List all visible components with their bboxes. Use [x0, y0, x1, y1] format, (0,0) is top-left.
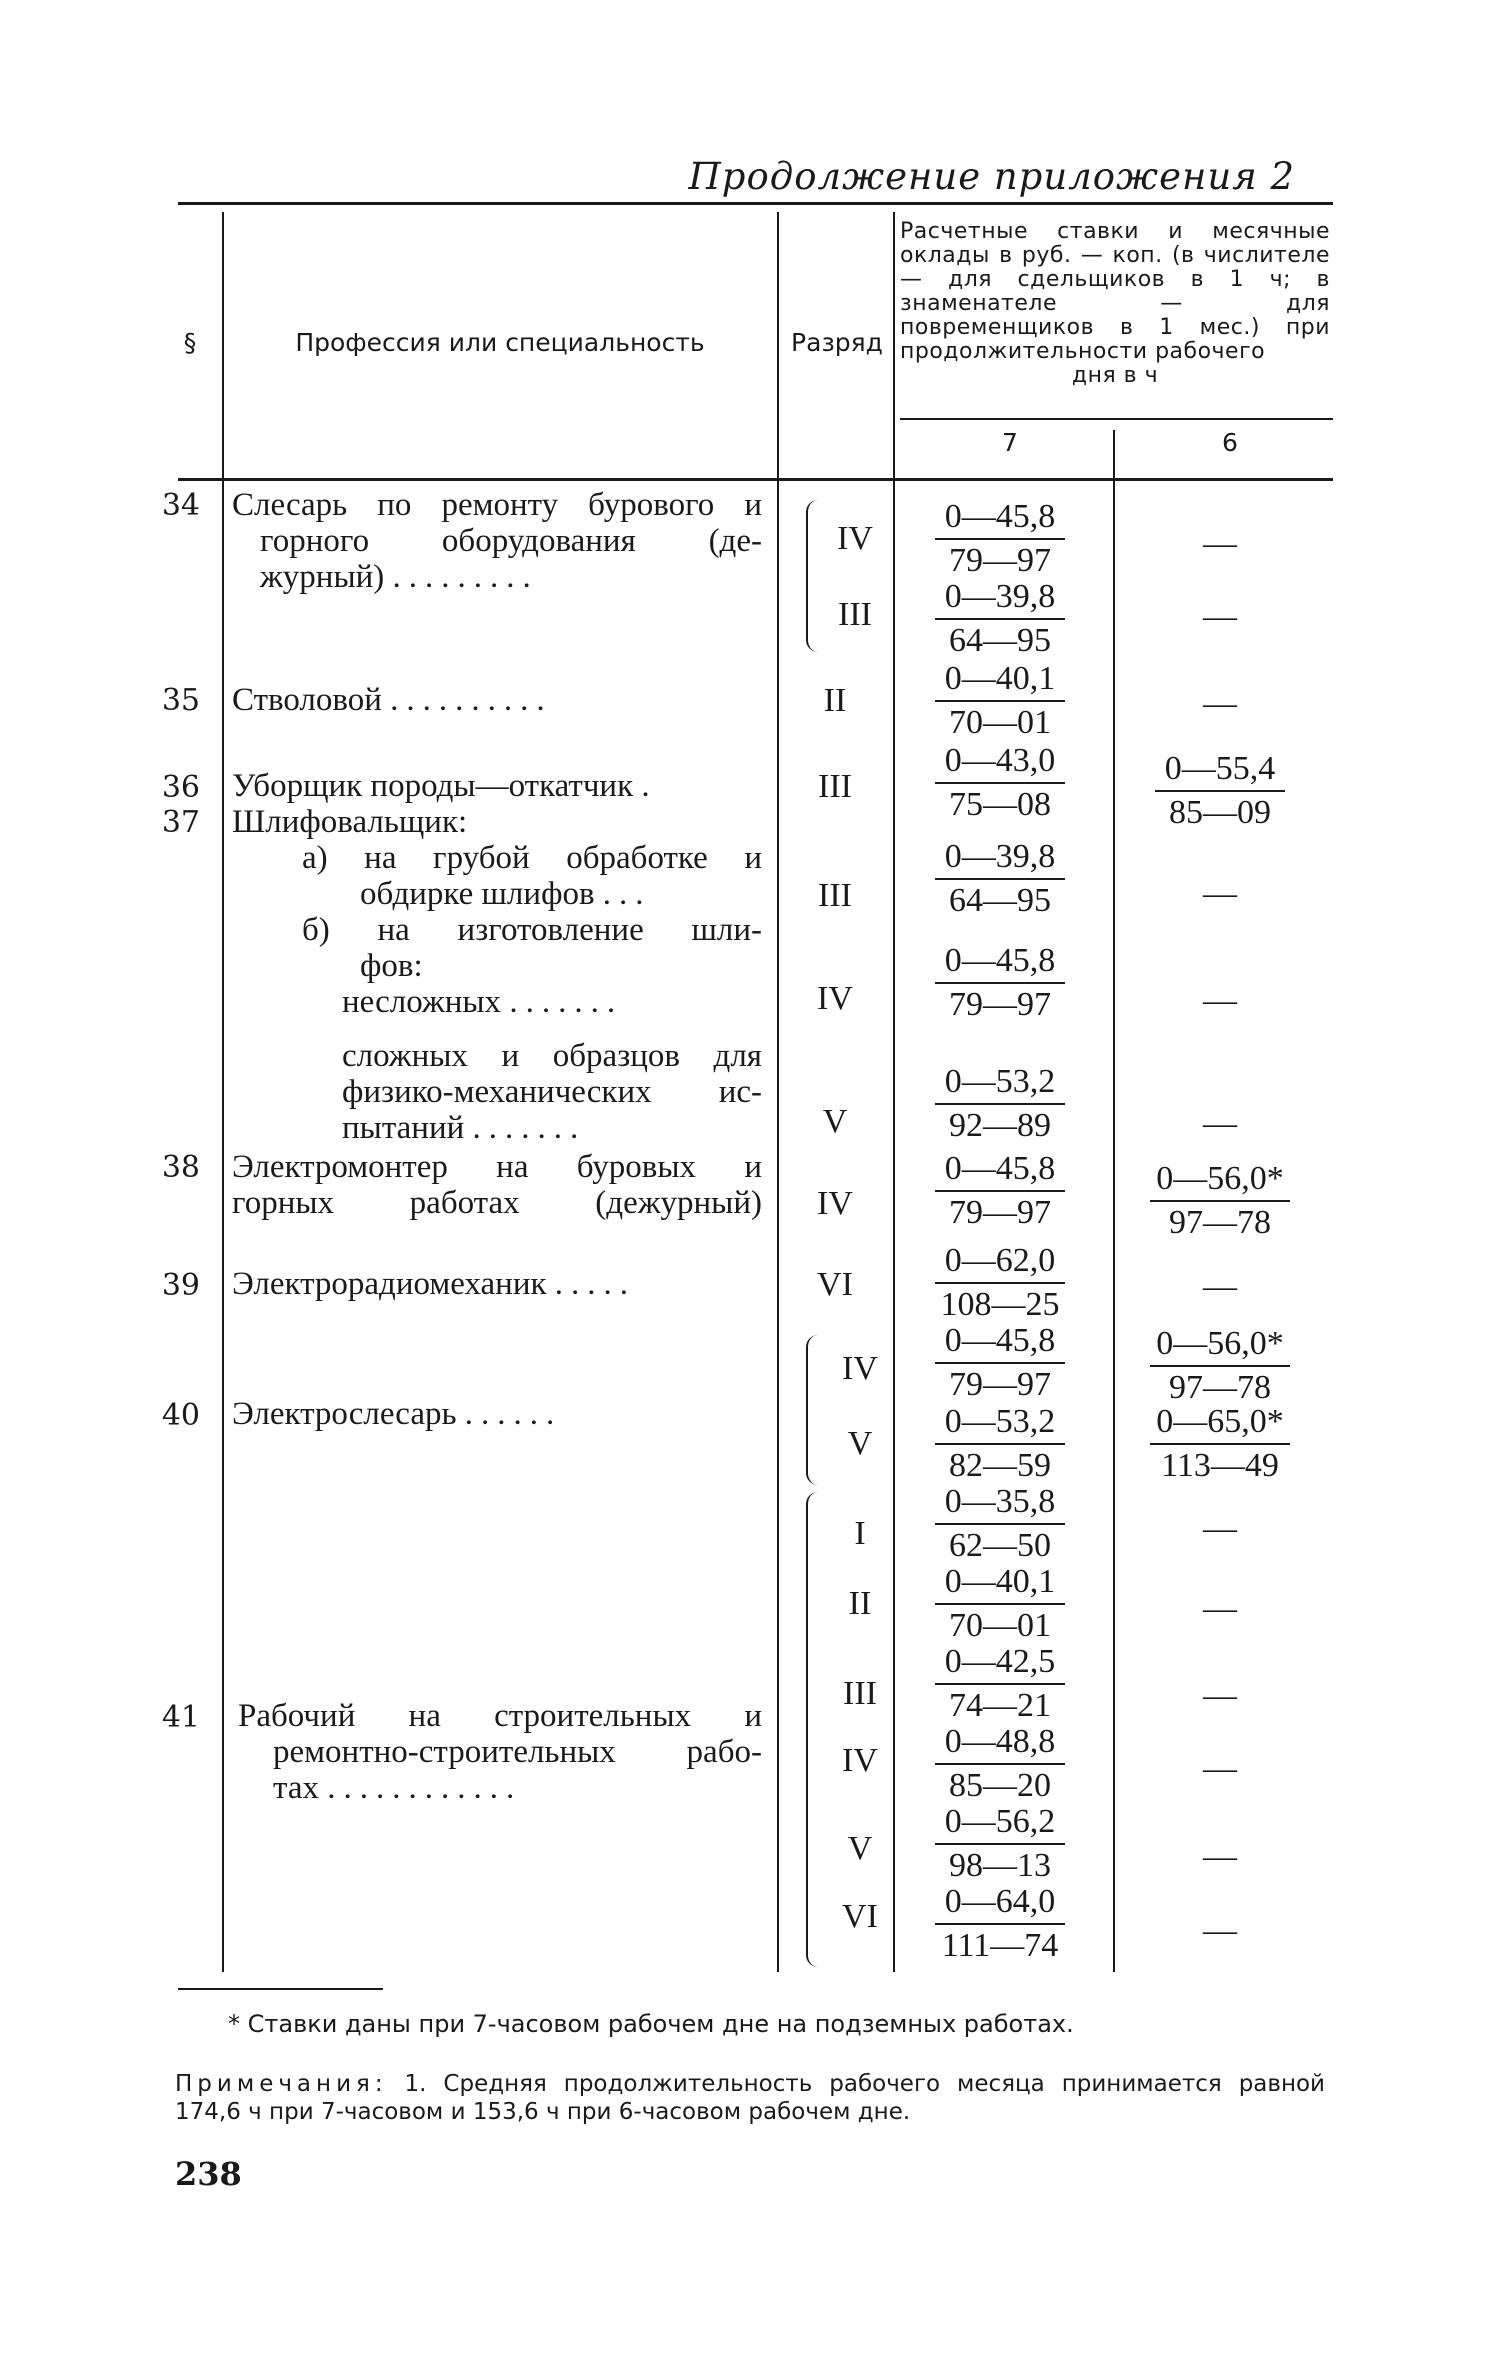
row-41-dash-6: — — [1203, 1912, 1237, 1949]
row-36-rate-col6: $\frac{0—55,4}{85—09}$ — [1155, 750, 1285, 832]
row-34-line-1: Слесарь по ремонту бурового и — [232, 487, 762, 523]
row-41-grade-4: IV — [842, 1742, 878, 1779]
row-38-line-1: Электромонтер на буровых и — [232, 1149, 762, 1185]
row-41-dash-4: — — [1203, 1750, 1237, 1787]
row-41-dash-1: — — [1203, 1510, 1237, 1547]
notes — [175, 2070, 1325, 2126]
row-37-a-dash: — — [1203, 875, 1237, 912]
row-41-rate-1: $\frac{0—35,8}{62—50}$ — [935, 1483, 1065, 1565]
row-36-line-1: Уборщик породы—откатчик . — [232, 768, 658, 804]
row-38-rate: $\frac{0—45,8}{79—97}$ — [935, 1150, 1065, 1232]
row-41-line-2: ремонтно-строительных рабо- — [273, 1734, 762, 1770]
header-rates — [900, 220, 1330, 388]
row-35-line-1: Стволовой .......... — [232, 682, 553, 718]
row-37-b-line-3: несложных ....... — [342, 984, 624, 1020]
row-34-grade-2: III — [838, 596, 872, 633]
continuation-heading: Продолжение приложения 2 — [688, 155, 1295, 198]
footnote-rule — [178, 1988, 383, 1990]
row-40-grade-1: IV — [842, 1350, 878, 1387]
row-37-line-1: Шлифовальщик: — [232, 804, 468, 840]
row-38-rate-col6: $\frac{0—56,0*}{97—78}$ — [1150, 1160, 1290, 1242]
row-41-rate-6: $\frac{0—64,0}{111—74}$ — [935, 1883, 1065, 1965]
row-34-line-2: горного оборудования (де- — [260, 523, 762, 559]
row-41-number: 41 — [161, 1700, 200, 1735]
row-37-c-dash: — — [1203, 1105, 1237, 1142]
row-40-rate-col6-2: $\frac{0—65,0*}{113—49}$ — [1150, 1403, 1290, 1485]
row-35-grade: II — [823, 682, 847, 719]
row-34-rate-1: $\frac{0—45,8}{79—97}$ — [935, 498, 1065, 580]
row-35-dash: — — [1203, 685, 1237, 722]
subheader-rule — [900, 418, 1333, 420]
header-rates-text: Расчетные ставки и месячные оклады в руб. — коп. (в числителе — для сдельщиков в 1 ч; в знаменателе — для повременщиков в 1 мес.) при продолжительности рабочего — [900, 219, 1330, 364]
header-bottom-rule — [178, 478, 1333, 481]
col-line-1 — [222, 212, 224, 1972]
row-35-rate: $\frac{0—40,1}{70—01}$ — [935, 660, 1065, 742]
row-34-grade-1: IV — [837, 520, 873, 557]
row-34-profession — [232, 487, 762, 595]
row-37-a-rate: $\frac{0—39,8}{64—95}$ — [935, 838, 1065, 920]
row-40-rate-2: $\frac{0—53,2}{82—59}$ — [935, 1403, 1065, 1485]
row-34-number: 34 — [161, 488, 200, 523]
row-37-c-rate: $\frac{0—53,2}{92—89}$ — [935, 1063, 1065, 1145]
row-41-rate-4: $\frac{0—48,8}{85—20}$ — [935, 1723, 1065, 1805]
notes-text: 1. Средняя продолжительность рабочего месяца принимается равной 174,6 ч при 7-часовом и 153,6 ч при 6-часовом рабочем дне. — [175, 2071, 1325, 2125]
row-40-number: 40 — [161, 1398, 200, 1433]
row-40-grade-2: V — [847, 1425, 873, 1462]
col-line-3 — [893, 212, 895, 1972]
row-34-line-3: журный) ......... — [260, 559, 539, 595]
row-41-brace — [806, 1492, 822, 1967]
row-36-number: 36 — [161, 770, 200, 805]
row-34-dash-1: — — [1203, 525, 1237, 562]
row-39-grade: VI — [817, 1266, 853, 1303]
row-41-grade-2: II — [848, 1585, 872, 1622]
row-41-line-3: тах ............ — [273, 1770, 523, 1806]
row-41-grade-6: VI — [842, 1898, 878, 1935]
header-rates-last: дня в ч — [1071, 363, 1159, 388]
row-37-profession — [232, 804, 762, 1146]
header-col7: 7 — [1002, 428, 1018, 457]
row-38-number: 38 — [161, 1150, 200, 1185]
page-number: 238 — [175, 2155, 242, 2193]
header-section: § — [183, 328, 197, 357]
row-39-number: 39 — [161, 1268, 200, 1303]
row-40-profession — [232, 1396, 762, 1432]
row-41-grade-1: I — [854, 1515, 866, 1552]
top-rule — [178, 202, 1333, 205]
row-41-grade-5: V — [847, 1830, 873, 1867]
row-37-b-line-1: б) на изготовление шли- — [302, 912, 762, 948]
row-41-rate-2: $\frac{0—40,1}{70—01}$ — [935, 1563, 1065, 1645]
row-41-grade-3: III — [843, 1675, 877, 1712]
row-40-rate-1: $\frac{0—45,8}{79—97}$ — [935, 1322, 1065, 1404]
header-grade: Разряд — [791, 328, 883, 357]
row-40-line-1: Электрослесарь ...... — [232, 1396, 563, 1432]
row-38-grade: IV — [817, 1185, 853, 1222]
row-37-a-grade: III — [818, 877, 852, 914]
row-37-c-line-3: пытаний ....... — [342, 1110, 587, 1146]
row-41-dash-3: — — [1203, 1677, 1237, 1714]
row-40-brace — [806, 1335, 822, 1485]
row-37-b-grade: IV — [817, 980, 853, 1017]
row-39-rate: $\frac{0—62,0}{108—25}$ — [935, 1242, 1065, 1324]
row-36-rate: $\frac{0—43,0}{75—08}$ — [935, 742, 1065, 824]
row-41-dash-2: — — [1203, 1590, 1237, 1627]
row-35-number: 35 — [161, 683, 200, 718]
col-line-4 — [1113, 430, 1115, 1972]
row-36-profession — [232, 768, 762, 804]
row-38-profession — [232, 1149, 762, 1221]
row-37-number: 37 — [161, 805, 200, 840]
footnote: * Ставки даны при 7-часовом рабочем дне на подземных работах. — [228, 2010, 1074, 2038]
row-41-dash-5: — — [1203, 1838, 1237, 1875]
row-34-rate-2: $\frac{0—39,8}{64—95}$ — [935, 578, 1065, 660]
notes-label: Примечания: — [175, 2071, 388, 2097]
row-37-b-line-2: фов: — [360, 948, 423, 984]
row-41-rate-5: $\frac{0—56,2}{98—13}$ — [935, 1803, 1065, 1885]
row-34-dash-2: — — [1203, 598, 1237, 635]
row-37-a-line-2: обдирке шлифов ... — [360, 876, 652, 912]
row-36-grade: III — [818, 768, 852, 805]
row-39-profession — [232, 1266, 762, 1302]
row-35-profession — [232, 682, 762, 718]
row-41-profession — [238, 1698, 762, 1806]
row-38-line-2: горных работах (дежурный) — [232, 1185, 762, 1221]
row-37-a-line-1: а) на грубой обработке и — [302, 840, 762, 876]
row-37-b-dash: — — [1203, 982, 1237, 1019]
row-41-rate-3: $\frac{0—42,5}{74—21}$ — [935, 1643, 1065, 1725]
row-39-dash: — — [1203, 1268, 1237, 1305]
row-37-b-rate: $\frac{0—45,8}{79—97}$ — [935, 942, 1065, 1024]
row-41-line-1: Рабочий на строительных и — [238, 1698, 762, 1734]
row-37-c-grade: V — [822, 1103, 848, 1140]
header-profession: Профессия или специальность — [295, 328, 705, 357]
col-line-2 — [777, 212, 779, 1972]
row-37-c-line-1: сложных и образцов для — [342, 1038, 762, 1074]
row-34-brace — [806, 500, 822, 652]
row-39-line-1: Электрорадиомеханик ..... — [232, 1266, 637, 1302]
row-37-c-line-2: физико-механических ис- — [342, 1074, 762, 1110]
header-col6: 6 — [1222, 428, 1238, 457]
row-40-rate-col6-1: $\frac{0—56,0*}{97—78}$ — [1150, 1325, 1290, 1407]
